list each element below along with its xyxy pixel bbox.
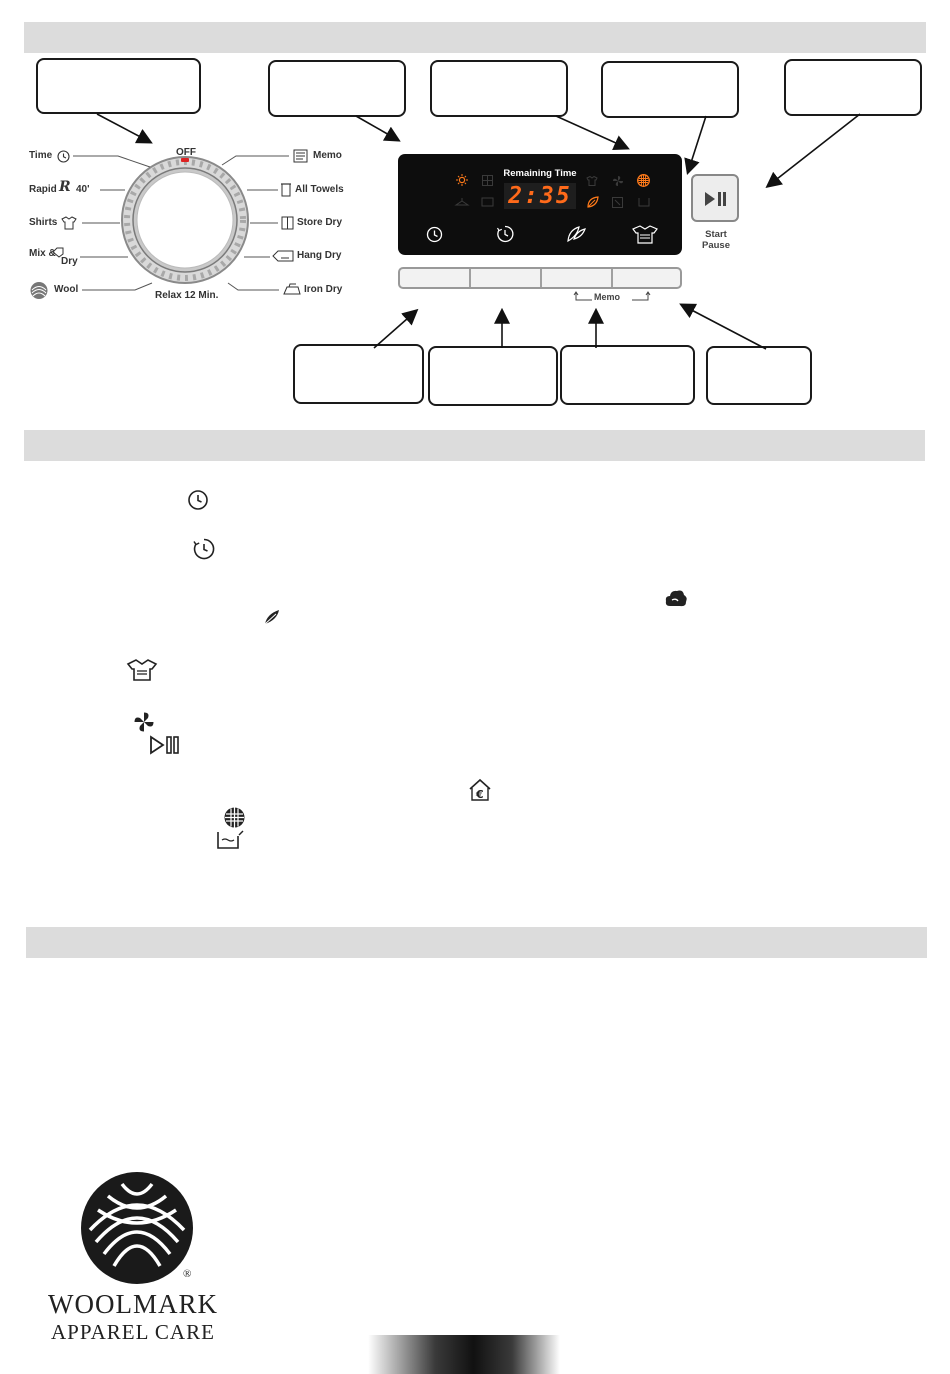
sun-indicator-icon <box>456 174 468 186</box>
clock-icon <box>187 489 209 511</box>
hanger-indicator-icon <box>455 197 469 207</box>
function-button-3[interactable] <box>542 269 613 287</box>
shirt-button-icon[interactable] <box>631 225 659 244</box>
program-wool-label: Wool <box>54 284 79 295</box>
function-button-2[interactable] <box>471 269 542 287</box>
cabinet-indicator-icon <box>482 175 493 186</box>
program-memo-label: Memo <box>313 150 342 161</box>
woolmark-brand-text: WOOLMARK <box>48 1289 218 1319</box>
program-store-dry-label: Store Dry <box>297 217 343 228</box>
time-readout: 2:35 <box>504 183 576 209</box>
svg-text:€: € <box>476 788 484 801</box>
clock-icon <box>57 150 70 163</box>
program-hang-dry-label: Hang Dry <box>297 250 342 261</box>
play-pause-icon <box>149 735 181 755</box>
start-pause-button[interactable] <box>691 174 739 222</box>
feather-icon <box>262 607 286 627</box>
shirt-indicator-icon <box>586 176 598 186</box>
filter-indicator-icon <box>637 174 650 187</box>
program-rapid-duration: 40' <box>76 184 90 195</box>
section-header-band-3 <box>26 927 927 958</box>
remaining-time-label: Remaining Time <box>503 168 577 179</box>
time-button-clock-icon[interactable] <box>426 226 443 243</box>
fan-icon <box>133 711 155 733</box>
program-mix-label: Mix & <box>29 248 56 259</box>
water-indicator-icon <box>638 197 650 207</box>
shirt-icon <box>126 659 158 681</box>
shirt-icon <box>60 216 78 230</box>
start-label: Start <box>705 229 727 240</box>
wool-ball-icon <box>29 281 49 300</box>
water-tank-icon <box>216 830 246 850</box>
function-button-4[interactable] <box>613 269 680 287</box>
program-dry-label: Dry <box>61 256 78 267</box>
program-time-label: Time <box>29 150 53 161</box>
woolmark-logo <box>78 1170 196 1288</box>
program-rapid-label: Rapid <box>29 184 57 195</box>
function-button-row <box>398 267 682 289</box>
display-panel <box>398 154 682 255</box>
registered-mark: ® <box>183 1268 192 1280</box>
filter-icon <box>223 806 246 829</box>
delay-timer-icon <box>192 537 216 561</box>
memo-icon <box>293 149 308 163</box>
dial-relax-label: Relax 12 Min. <box>155 290 219 301</box>
tank-indicator-icon <box>481 197 494 207</box>
program-shirts-label: Shirts <box>29 217 58 228</box>
door-indicator-icon <box>612 197 623 208</box>
play-pause-icon <box>704 191 728 207</box>
function-button-1[interactable] <box>400 269 471 287</box>
pause-label: Pause <box>702 240 730 251</box>
page-footer-tab <box>368 1335 560 1374</box>
hang-dry-icon <box>272 250 294 262</box>
program-iron-dry-label: Iron Dry <box>304 284 343 295</box>
section-header-band-2 <box>24 430 925 461</box>
woolmark-subtitle-text: APPAREL CARE <box>51 1320 215 1344</box>
steam-cloud-icon <box>664 586 689 610</box>
store-dry-icon <box>281 216 294 230</box>
iron-icon <box>283 283 301 296</box>
tag-icon <box>52 247 64 258</box>
feather-button-icon[interactable] <box>565 225 587 243</box>
eco-euro-icon <box>467 778 493 802</box>
towel-icon <box>280 183 292 197</box>
memo-label: Memo <box>594 292 621 302</box>
fan-indicator-icon <box>612 175 624 187</box>
delay-timer-button-icon[interactable] <box>496 225 514 243</box>
leaf-indicator-icon <box>586 196 599 208</box>
rapid-r-icon: R <box>59 179 71 195</box>
start-pause-label <box>690 229 742 251</box>
dial-off-label: OFF <box>176 147 196 158</box>
program-all-towels-label: All Towels <box>295 184 344 195</box>
